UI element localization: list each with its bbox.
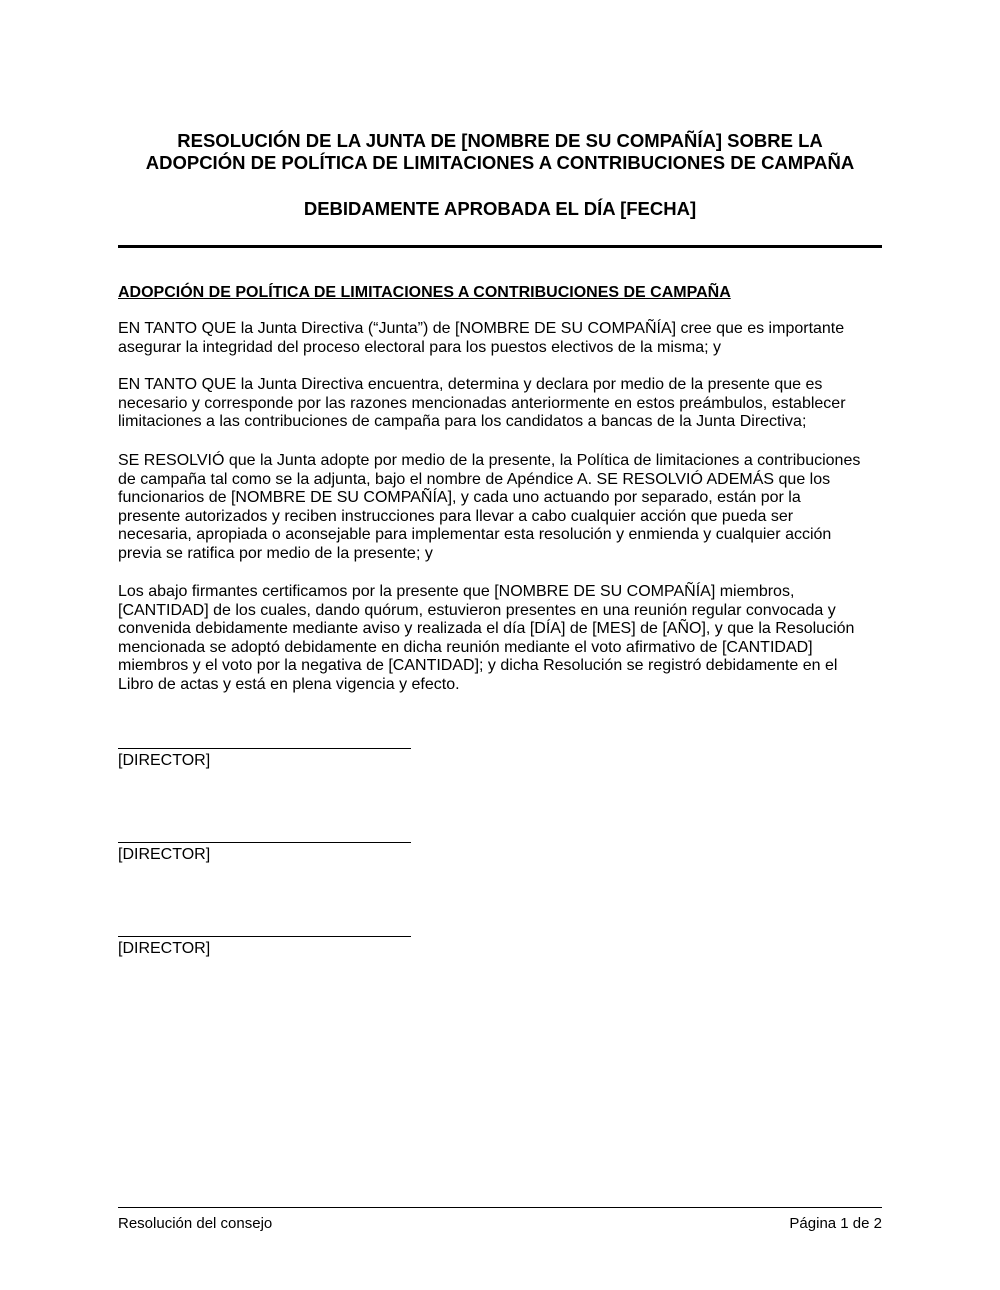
text-line: EN TANTO QUE la Junta Directiva encuentra, determina y declara por medio de la presente que es [118,376,823,393]
text-line: miembros y el voto por la negativa de [CANTIDAD]; y dicha Resolución se registró debidamente en el [118,657,838,674]
footer-divider [118,1207,882,1208]
text-line: necesario y corresponde por las razones mencionadas anteriormente en estos preámbulos, establecer [118,394,846,412]
text-line: Libro de actas y está en plena vigencia y efecto. [118,675,460,693]
paragraph-4 [118,583,882,694]
header-divider [118,245,882,248]
text-line: limitaciones a las contribuciones de campaña para los candidatos a bancas de la Junta Directiva; [118,413,807,430]
text-line: Los abajo firmantes certificamos por la presente que [NOMBRE DE SU COMPAÑÍA] miembros, [118,583,795,600]
text-line: presente autorizados y reciben instrucciones para llevar a cabo cualquier acción que pueda ser [118,507,794,525]
paragraph-3 [118,452,882,563]
text-line: funcionarios de [NOMBRE DE SU COMPAÑÍA], y cada uno actuando por separado, están por la [118,489,801,506]
text-line: SE RESOLVIÓ que la Junta adopte por medio de la presente, la Política de limitaciones a contribuciones [118,452,861,469]
signature-line [118,936,411,937]
paragraph-2 [118,376,882,432]
text-line: necesaria, apropiada o aconsejable para implementar esta resolución y enmienda y cualquier acción [118,526,832,543]
footer-title: Resolución del consejo [118,1215,273,1232]
text-line: EN TANTO QUE la Junta Directiva (“Junta”) de [NOMBRE DE SU COMPAÑÍA] cree que es importante [118,320,845,337]
text-line: mencionada se adoptó debidamente en dicha reunión mediante el voto afirmativo de [CANTIDAD] [118,638,813,656]
text-line: [CANTIDAD] de los cuales, dando quórum, estuvieron presentes en una reunión regular convocada y [118,601,836,619]
signature-line [118,748,411,749]
text-line: de campaña tal como se la adjunta, bajo el nombre de Apéndice A. SE RESOLVIÓ ADEMÁS que los [118,470,831,488]
page-number: Página 1 de 2 [789,1215,882,1232]
title-line: RESOLUCIÓN DE LA JUNTA DE [NOMBRE DE SU COMPAÑÍA] SOBRE LA [177,130,823,151]
title-line: ADOPCIÓN DE POLÍTICA DE LIMITACIONES A CONTRIBUCIONES DE CAMPAÑA [145,152,855,173]
document-subtitle: DEBIDAMENTE APROBADA EL DÍA [FECHA] [303,198,697,219]
text-line: previa se ratifica por medio de la presente; y [118,544,433,562]
text-line: asegurar la integridad del proceso electoral para los puestos electivos de la misma; y [118,338,721,356]
document-title [0,130,1000,174]
section-heading: ADOPCIÓN DE POLÍTICA DE LIMITACIONES A CONTRIBUCIONES DE CAMPAÑA [118,284,731,301]
signature-label: [DIRECTOR] [118,846,211,863]
signature-label: [DIRECTOR] [118,752,211,769]
text-line: convenida debidamente mediante aviso y realizada el día [DÍA] de [MES] de [AÑO], y que la Resolución [118,620,855,637]
paragraph-1 [118,320,882,357]
signature-label: [DIRECTOR] [118,940,211,957]
signature-line [118,842,411,843]
